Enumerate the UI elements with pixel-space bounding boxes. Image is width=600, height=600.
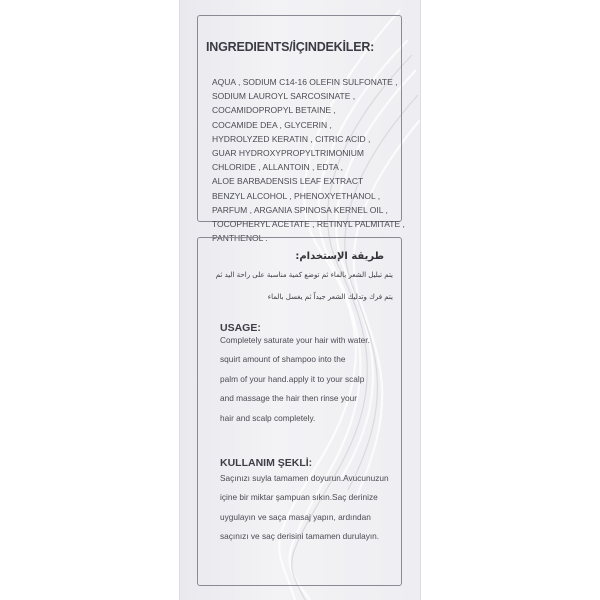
arabic-usage-line: يتم فرك وتدليك الشعر جيداً ثم يغسل بالماء [267,293,393,301]
usage-line: palm of your hand.apply it to your scalp [220,373,365,384]
usage-panel [197,237,402,586]
ingredients-line: AQUA , SODIUM C14-16 OLEFIN SULFONATE , [212,77,398,87]
usage-title: USAGE: [220,322,261,334]
ingredients-title: INGREDIENTS/İÇINDEKİLER: [206,40,375,54]
turkish-usage-title: KULLANIM ŞEKLİ: [220,457,313,469]
ingredients-line: PARFUM , ARGANIA SPINOSA KERNEL OIL , [212,204,388,215]
turkish-usage-line: uygulayın ve saça masaj yapın, ardından [220,511,371,522]
usage-text [220,331,400,428]
ingredients-line: ALOE BARBADENSIS LEAF EXTRACT [212,176,364,187]
usage-line: Completely saturate your hair with water. [220,335,370,345]
ingredients-line: COCAMIDE DEA , GLYCERIN , [212,119,332,130]
product-box-side-panel [179,0,421,600]
ingredients-list [212,75,405,245]
ingredients-line: SODIUM LAUROYL SARCOSINATE , [212,91,356,102]
ingredients-line: PANTHENOL . [212,233,268,244]
turkish-usage-line: içine bir miktar şampuan sıkın.Saç derinize [220,492,378,503]
turkish-usage-line: Saçınızı suyla tamamen doyurun.Avucunuzun [220,473,389,483]
turkish-usage-line: saçınızı ve saç derisini tamamen durulayın. [220,531,380,542]
ingredients-line: TOCOPHERYL ACETATE , RETINYL PALMITATE , [212,219,405,230]
ingredients-line: COCAMIDOPROPYL BETAINE , [212,105,336,116]
arabic-usage-line: يتم تبليل الشعر بالماء ثم توضع كمية مناسبة على راحة اليد ثم [215,271,393,279]
turkish-usage-text [220,469,400,547]
ingredients-line: HYDROLYZED KERATIN , CITRIC ACID , [212,133,371,144]
ingredients-line: GUAR HYDROXYPROPYLTRIMONIUM [212,148,364,159]
ingredients-line: BENZYL ALCOHOL , PHENOXYETHANOL , [212,190,381,201]
arabic-usage-title: طريقة الإستخدام: [295,251,384,262]
ingredients-line: CHLORIDE , ALLANTOIN , EDTA , [212,162,343,173]
usage-line: and massage the hair then rinse your [220,393,357,404]
usage-line: hair and scalp completely. [220,412,316,423]
ingredients-panel [197,15,405,244]
usage-line: squirt amount of shampoo into the [220,354,346,365]
